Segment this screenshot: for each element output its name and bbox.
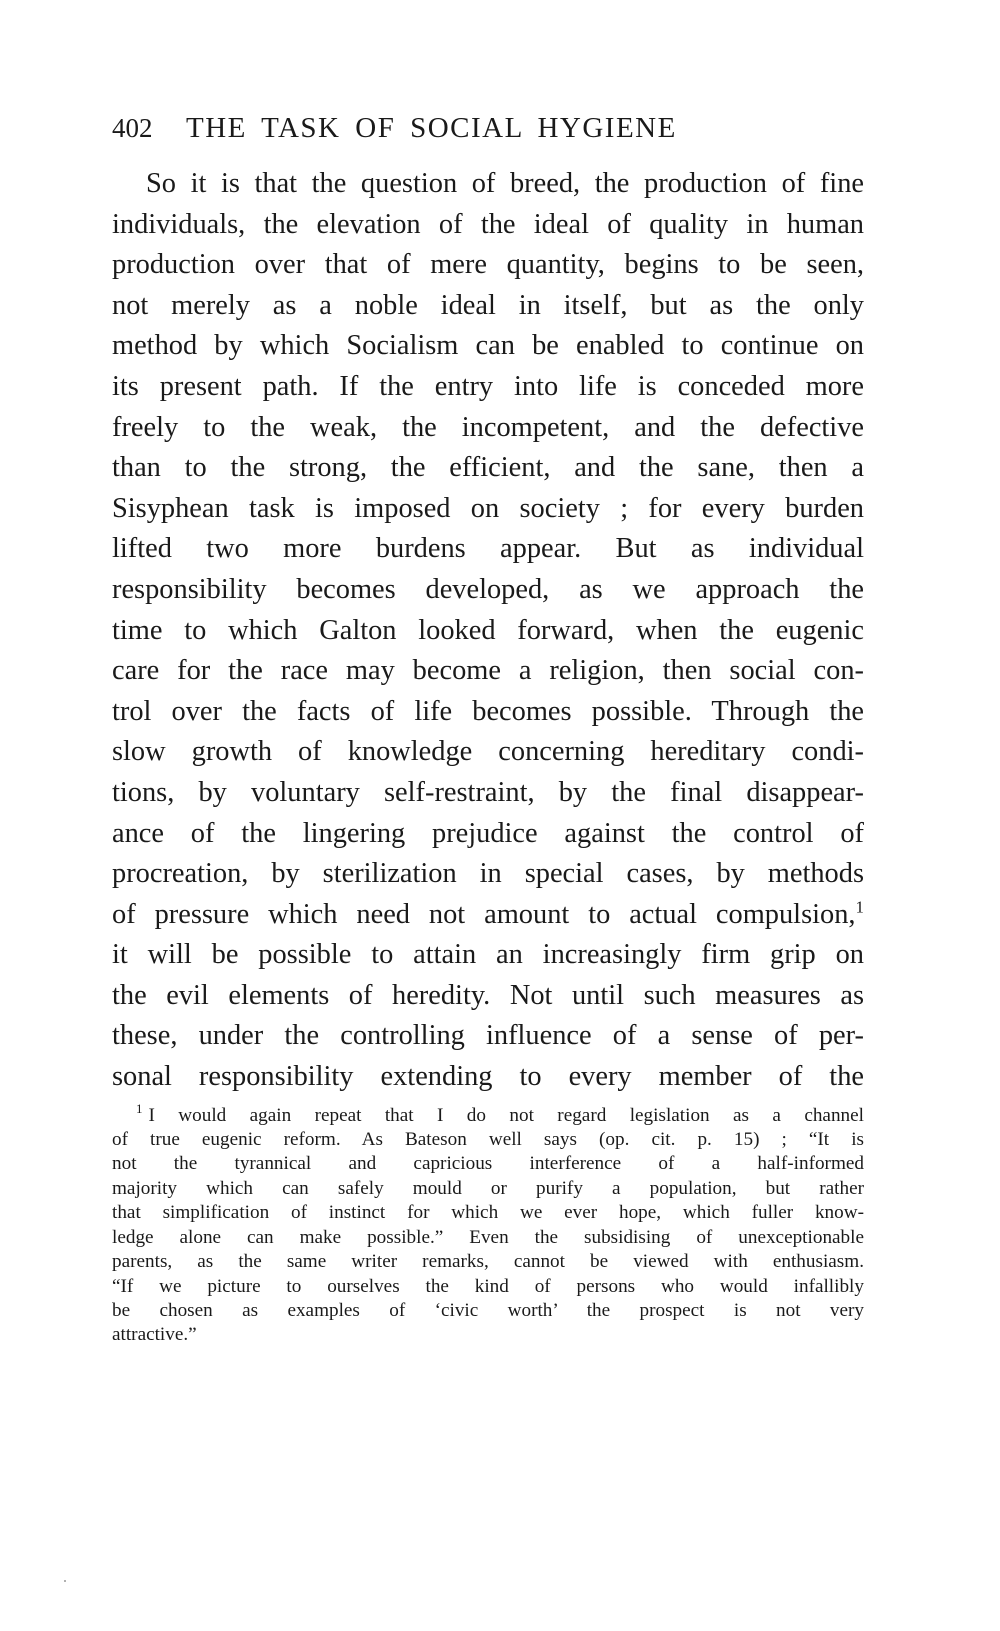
body-line: time to which Galton looked forward, when the eugenic — [112, 614, 864, 646]
footnote-1 — [112, 1101, 864, 1348]
body-line: care for the race may become a religion, then social con- — [112, 655, 864, 687]
footnote-line: be chosen as examples of ‘civic worth’ the prospect is not very — [112, 1299, 864, 1321]
footnote-line: ledge alone can make possible.” Even the subsidising of unexceptionable — [112, 1226, 864, 1248]
body-line: tions, by voluntary self-restraint, by the final disappear- — [112, 776, 864, 808]
footnote-line: not the tyrannical and capricious interference of a half-informed — [112, 1153, 864, 1175]
book-page — [112, 112, 864, 1348]
footnotes — [112, 1101, 864, 1348]
body-line: not merely as a noble ideal in itself, but as the only — [112, 289, 864, 321]
body-line: these, under the controlling influence of a sense of per- — [112, 1020, 864, 1052]
footnote-marker: 1 — [136, 1101, 143, 1117]
body-line-with-footnote-ref — [112, 895, 864, 936]
footnote-line — [112, 1101, 864, 1128]
body-line: procreation, by sterilization in special cases, by methods — [112, 858, 864, 890]
body-line: ance of the lingering prejudice against the control of — [112, 817, 864, 849]
body-line: it will be possible to attain an increasingly firm grip on — [112, 939, 864, 971]
body-line: individuals, the elevation of the ideal of quality in human — [112, 208, 864, 240]
body-line: lifted two more burdens appear. But as individual — [112, 533, 864, 565]
body-line: production over that of mere quantity, begins to be seen, — [112, 249, 864, 281]
footnote-line: of true eugenic reform. As Bateson well says (op. cit. p. 15) ; “It is — [112, 1129, 864, 1151]
running-head — [112, 112, 864, 164]
body-line: sonal responsibility extending to every member of the — [112, 1061, 864, 1093]
body-line: slow growth of knowledge concerning hereditary condi- — [112, 736, 864, 768]
running-title: THE TASK OF SOCIAL HYGIENE — [186, 112, 677, 144]
footnote-line: parents, as the same writer remarks, cannot be viewed with enthusiasm. — [112, 1251, 864, 1273]
page-number: 402 — [112, 113, 153, 143]
body-line: responsibility becomes developed, as we approach the — [112, 573, 864, 605]
footnote-line: attractive.” — [112, 1324, 197, 1346]
body-line: Sisyphean task is imposed on society ; for every burden — [112, 492, 864, 524]
footnote-reference[interactable]: 1 — [855, 897, 864, 917]
footnote-line: that simplification of instinct for which we ever hope, which fuller know- — [112, 1202, 864, 1224]
body-paragraph — [112, 164, 864, 1098]
body-line-text: of pressure which need not amount to actual compulsion, — [112, 898, 856, 930]
body-line: than to the strong, the efficient, and the sane, then a — [112, 452, 864, 484]
body-line: freely to the weak, the incompetent, and the defective — [112, 411, 864, 443]
footnote-line: majority which can safely mould or purify a population, but rather — [112, 1177, 864, 1199]
body-line: trol over the facts of life becomes possible. Through the — [112, 695, 864, 727]
body-line: the evil elements of heredity. Not until such measures as — [112, 979, 864, 1011]
body-line: its present path. If the entry into life is conceded more — [112, 370, 864, 402]
footnote-line-text: I would again repeat that I do not regard legislation as a channel — [148, 1104, 864, 1126]
body-line: method by which Socialism can be enabled to continue on — [112, 330, 864, 362]
scan-speck — [64, 1580, 66, 1582]
body-line: So it is that the question of breed, the production of fine — [146, 168, 864, 199]
footnote-line: “If we picture to ourselves the kind of persons who would infallibly — [112, 1275, 864, 1297]
